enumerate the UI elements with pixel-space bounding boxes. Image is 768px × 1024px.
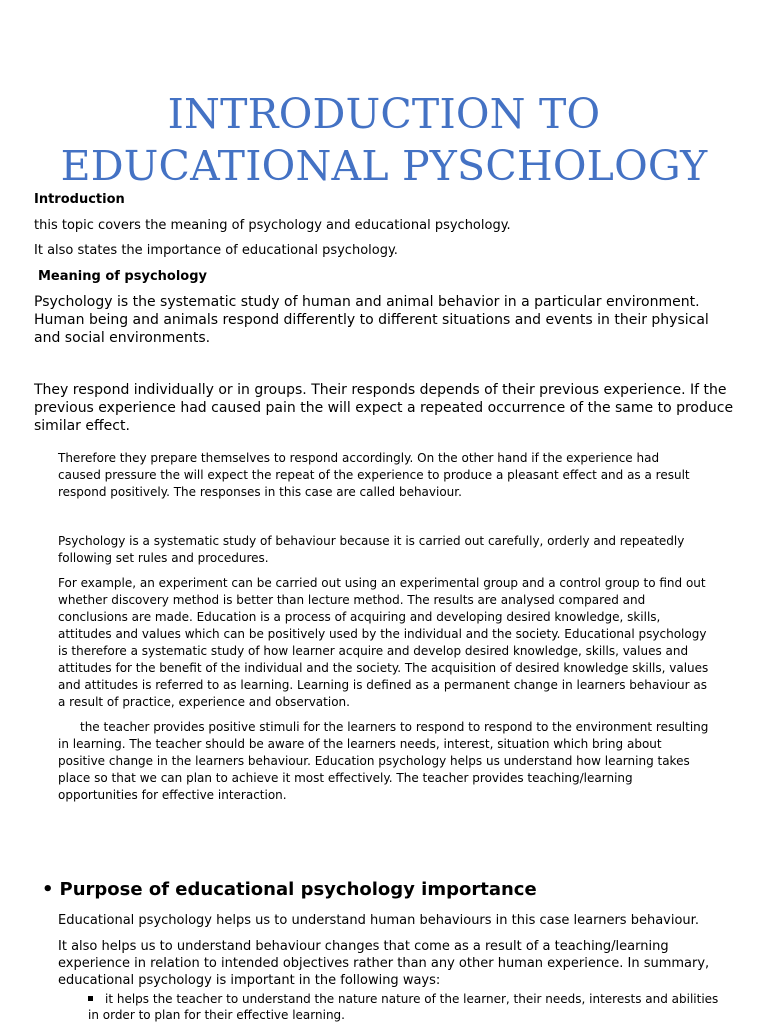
- bullet-icon: •: [42, 879, 54, 900]
- meaning-paragraph-2: They respond individually or in groups. Their responds depends of their previous experience. If the previous experience had caused pain the will expect a repeated occurrence of the same to produce similar effect.: [34, 382, 734, 434]
- document-title: [0, 88, 768, 192]
- title-line-2: EDUCATIONAL PYSCHOLOGY: [60, 142, 708, 190]
- purpose-list-item-1-text: it helps the teacher to understand the nature nature of the learner, their needs, interests and abilities in order to plan for their effective learning.: [88, 992, 719, 1022]
- meaning-paragraph-1: Psychology is the systematic study of human and animal behavior in a particular environment. Human being and animals respond differently to different situations and events in their physical and social environments.: [34, 294, 709, 346]
- purpose-list-item-1: [88, 991, 728, 1023]
- purpose-paragraph-1: Educational psychology helps us to understand human behaviours in this case learners behaviour.: [58, 913, 699, 928]
- intro-line-2: It also states the importance of educational psychology.: [34, 243, 398, 258]
- meaning-paragraph-6: the teacher provides positive stimuli for the learners to respond to respond to the environment resulting in learning. The teacher should be aware of the learners needs, interest, situation which bring about positive change in the learners behaviour. Education psychology helps us understand how learning takes place so that we can plan to achieve it most effectively. The teacher provides teaching/learning opportunities for effective interaction.: [58, 720, 709, 802]
- square-bullet-icon: [88, 996, 93, 1001]
- purpose-heading-row: [42, 876, 537, 904]
- meaning-paragraph-3: Therefore they prepare themselves to respond accordingly. On the other hand if the experience had caused pressure the will expect the repeat of the experience to produce a pleasant effect and as a result respond positively. The responses in this case are called behaviour.: [58, 451, 690, 499]
- purpose-paragraph-2: It also helps us to understand behaviour changes that come as a result of a teaching/learning experience in relation to intended objectives rather than any other human experience. In summary, educational psychology is important in the following ways:: [58, 939, 710, 988]
- meaning-paragraph-4: Psychology is a systematic study of behaviour because it is carried out carefully, orderly and repeatedly following set rules and procedures.: [58, 534, 685, 565]
- meaning-paragraph-5: For example, an experiment can be carried out using an experimental group and a control group to find out whether discovery method is better than lecture method. The results are analysed compared and conclusions are made. Education is a process of acquiring and developing desired knowledge, skills, attitudes and values which can be positively used by the individual and the society. Educational psychology is therefore a systematic study of how learner acquire and develop desired knowledge, skills, values and attitudes for the benefit of the individual and the society. The acquisition of desired knowledge skills, values and attitudes is referred to as learning. Learning is defined as a permanent change in learners behaviour as a result of practice, experience and observation.: [58, 576, 709, 709]
- title-line-1: INTRODUCTION TO: [167, 90, 601, 138]
- purpose-heading: Purpose of educational psychology importance: [59, 879, 537, 900]
- meaning-heading: Meaning of psychology: [38, 269, 208, 284]
- intro-heading: Introduction: [34, 192, 125, 207]
- intro-line-1: this topic covers the meaning of psychology and educational psychology.: [34, 218, 511, 233]
